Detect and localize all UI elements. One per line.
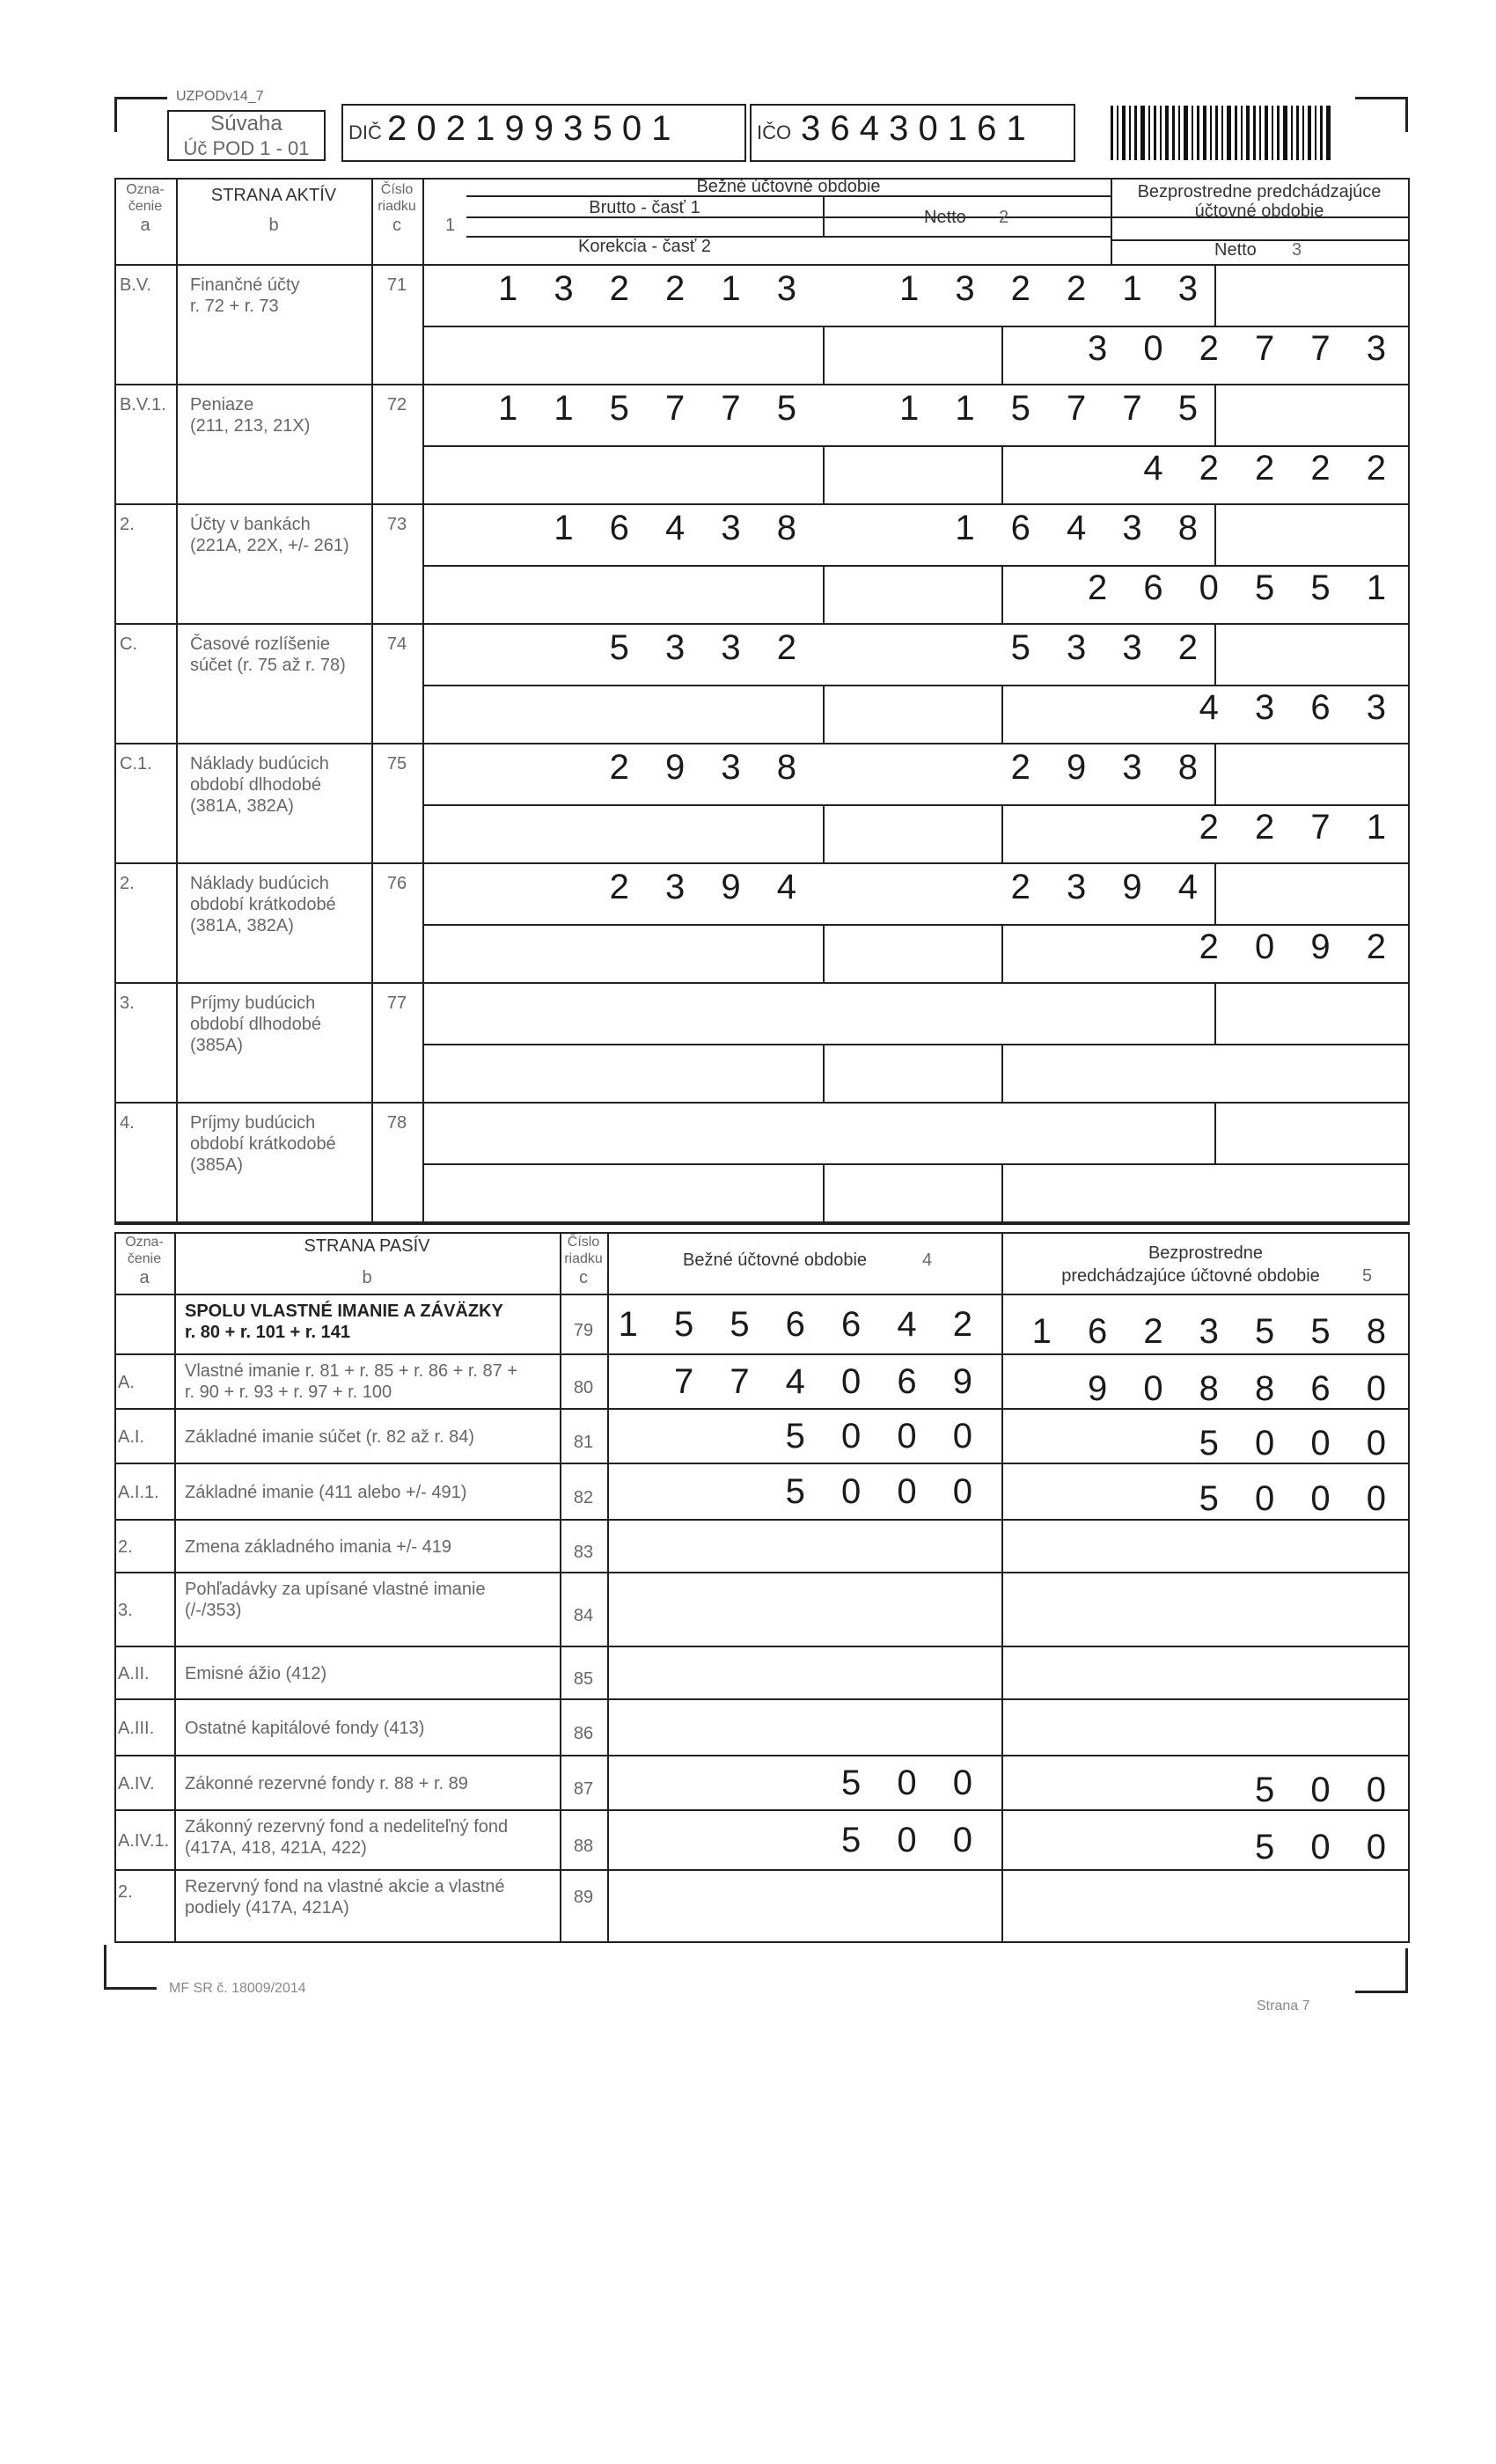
asset-prev-value: 2 6 0 5 5 1	[1087, 568, 1399, 607]
asset-row-name2: r. 72 + r. 73	[190, 297, 279, 316]
liab-col-prev-line2: predchádzajúce účtovné obdobie	[1061, 1266, 1320, 1286]
liab-row-name2: podiely (417A, 421A)	[185, 1898, 349, 1918]
asset-brutto-value: 2 3 9 4	[609, 868, 810, 906]
liab-row-num: 87	[573, 1778, 594, 1799]
asset-row-name3: (385A)	[190, 1036, 244, 1055]
liab-row-name2: (417A, 418, 421A, 422)	[185, 1838, 367, 1858]
asset-row-name: Príjmy budúcich	[190, 1113, 316, 1133]
asset-row-num: 75	[386, 754, 407, 774]
liab-row-code: A.I.1.	[118, 1482, 159, 1502]
asset-prev-value: 3 0 2 7 7 3	[1087, 329, 1399, 368]
liab-row-name: Zmena základného imania +/- 419	[185, 1536, 451, 1557]
asset-netto-value: 1 3 2 2 1 3	[898, 269, 1211, 308]
asset-row-name2: období krátkodobé	[190, 1134, 336, 1154]
liab-row-num: 88	[573, 1836, 594, 1856]
asset-row-name3: (385A)	[190, 1155, 244, 1175]
assets-col-prev-netto: Netto	[1214, 240, 1257, 260]
asset-row-code: B.V.1.	[120, 395, 166, 414]
asset-row-num: 72	[386, 395, 407, 414]
assets-col-brutto: Brutto - časť 1	[589, 198, 700, 217]
asset-row-name2: súčet (r. 75 až r. 78)	[190, 656, 346, 675]
asset-netto-value: 2 9 3 8	[1010, 748, 1211, 787]
liab-row-code: 2.	[118, 1881, 133, 1902]
asset-row-num: 76	[386, 874, 407, 893]
liab-row-num: 81	[573, 1432, 594, 1452]
liab-row-name: Rezervný fond na vlastné akcie a vlastné	[185, 1877, 505, 1896]
liab-col-name-letter: b	[362, 1268, 372, 1287]
form-subtitle: Úč POD 1 - 01	[183, 137, 310, 159]
asset-row-name: Účty v bankách	[190, 515, 311, 534]
liab-row-num: 83	[573, 1542, 594, 1562]
liab-col-name: STRANA PASÍV	[304, 1236, 430, 1256]
asset-row-name2: období dlhodobé	[190, 775, 322, 795]
liab-row-name: Vlastné imanie r. 81 + r. 85 + r. 86 + r. 87 +	[185, 1361, 518, 1381]
asset-row-name: Peniaze	[190, 395, 254, 414]
liab-row-code: A.IV.1.	[118, 1830, 170, 1851]
asset-row-num: 77	[386, 994, 407, 1013]
liab-row-name: Zákonné rezervné fondy r. 88 + r. 89	[185, 1773, 468, 1793]
assets-col-name-letter: b	[268, 216, 279, 235]
liab-row-num: 89	[573, 1887, 594, 1907]
asset-brutto-value: 1 3 2 2 1 3	[497, 269, 810, 308]
liab-row-code: 3.	[118, 1600, 133, 1620]
asset-row-code: C.	[120, 634, 137, 654]
asset-row-code: B.V.	[120, 275, 151, 295]
liab-prev-value: 5 0 0 0	[1199, 1479, 1399, 1518]
asset-row-name: Časové rozlíšenie	[190, 634, 330, 654]
footer-left: MF SR č. 18009/2014	[169, 1981, 306, 1996]
asset-row-name: Príjmy budúcich	[190, 994, 316, 1013]
liab-row-name: Pohľadávky za upísané vlastné imanie	[185, 1580, 486, 1599]
asset-row-code: C.1.	[120, 754, 152, 774]
asset-brutto-value: 1 6 4 3 8	[554, 509, 810, 547]
form-code: UZPODv14_7	[176, 89, 264, 104]
liab-row-num: 82	[573, 1487, 594, 1507]
liab-row-num: 84	[573, 1605, 594, 1625]
asset-row-name2: období dlhodobé	[190, 1015, 322, 1034]
asset-row-name3: (381A, 382A)	[190, 916, 294, 935]
asset-row-code: 3.	[120, 994, 135, 1013]
assets-col-name: STRANA AKTÍV	[210, 186, 337, 205]
assets-col-riadok: Číslo riadku	[378, 182, 416, 214]
assets-col-ozn: Ozna- čenie	[126, 182, 165, 214]
liab-row-name: Základné imanie súčet (r. 82 až r. 84)	[185, 1426, 475, 1447]
liab-row-name2: r. 80 + r. 101 + r. 141	[185, 1323, 350, 1342]
asset-row-name2: (211, 213, 21X)	[190, 416, 311, 436]
liab-col-ozn: Ozna- čenie	[125, 1235, 164, 1266]
asset-row-name3: (381A, 382A)	[190, 796, 294, 816]
asset-prev-value: 4 2 2 2 2	[1143, 449, 1399, 488]
asset-brutto-value: 1 1 5 7 7 5	[497, 389, 810, 428]
liab-prev-value: 5 0 0	[1255, 1771, 1399, 1809]
assets-col-ozn-letter: a	[140, 216, 150, 235]
dic-value: 2 0 2 1 9 9 3 5 0 1	[387, 109, 671, 148]
assets-col-netto-num: 2	[999, 208, 1009, 227]
liab-row-code: A.IV.	[118, 1773, 155, 1793]
asset-row-num: 73	[386, 515, 407, 534]
liab-col-riadok-letter: c	[579, 1268, 588, 1287]
liab-row-code: A.III.	[118, 1718, 155, 1738]
liab-row-name: Zákonný rezervný fond a nedeliteľný fond	[185, 1817, 509, 1837]
liab-row-name: Emisné ážio (412)	[185, 1663, 327, 1683]
liab-current-value: 7 7 4 0 6 9	[673, 1362, 986, 1401]
asset-row-name: Finančné účty	[190, 275, 300, 295]
liab-row-code: A.	[118, 1372, 135, 1392]
asset-row-name: Náklady budúcich	[190, 754, 329, 774]
footer-page: Strana 7	[1257, 1998, 1310, 2013]
assets-col-korekcia: Korekcia - časť 2	[578, 237, 711, 256]
liab-prev-value: 9 0 8 8 6 0	[1087, 1369, 1399, 1408]
assets-col-prev-line2: účtovné obdobie	[1194, 202, 1324, 221]
liab-current-value: 5 0 0 0	[785, 1417, 986, 1456]
liab-current-value: 5 0 0 0	[785, 1472, 986, 1511]
liab-col-riadok: Číslo riadku	[564, 1235, 603, 1266]
liab-row-num: 80	[573, 1377, 594, 1397]
liab-row-name: Ostatné kapitálové fondy (413)	[185, 1718, 425, 1738]
assets-col-prev-num: 3	[1292, 240, 1302, 260]
liab-row-name2: r. 90 + r. 93 + r. 97 + r. 100	[185, 1382, 392, 1402]
asset-row-num: 78	[386, 1113, 407, 1133]
liab-prev-value: 1 6 2 3 5 5 8	[1031, 1312, 1399, 1351]
asset-prev-value: 4 3 6 3	[1199, 688, 1399, 727]
asset-netto-value: 1 1 5 7 7 5	[898, 389, 1211, 428]
barcode-icon	[1111, 106, 1334, 160]
assets-col-current-num: 1	[445, 216, 456, 235]
liab-col-current: Bežné účtovné obdobie	[683, 1250, 868, 1270]
asset-row-name2: (221A, 22X, +/- 261)	[190, 536, 349, 555]
assets-col-current: Bežné účtovné obdobie	[696, 177, 881, 196]
dic-label: DIČ	[348, 121, 382, 143]
assets-col-riadok-letter: c	[392, 216, 401, 235]
asset-row-code: 4.	[120, 1113, 135, 1133]
asset-netto-value: 5 3 3 2	[1010, 628, 1211, 667]
liab-current-value: 1 5 5 6 6 4 2	[618, 1305, 986, 1344]
asset-row-num: 71	[386, 275, 407, 295]
liab-row-code: A.I.	[118, 1426, 145, 1447]
asset-prev-value: 2 0 9 2	[1199, 928, 1399, 966]
liab-current-value: 5 0 0	[841, 1821, 986, 1859]
liab-col-current-num: 4	[922, 1250, 933, 1270]
liab-prev-value: 5 0 0	[1255, 1828, 1399, 1866]
liab-current-value: 5 0 0	[841, 1764, 986, 1802]
liab-row-num: 79	[573, 1320, 594, 1340]
ico-value: 3 6 4 3 0 1 6 1	[801, 109, 1026, 148]
liab-row-name2: (/-/353)	[185, 1601, 242, 1620]
asset-row-num: 74	[386, 634, 407, 654]
liab-col-prev-line1: Bezprostredne	[1148, 1243, 1264, 1263]
asset-row-code: 2.	[120, 874, 135, 893]
asset-row-code: 2.	[120, 515, 135, 534]
asset-netto-value: 2 3 9 4	[1010, 868, 1211, 906]
liab-col-ozn-letter: a	[139, 1268, 150, 1287]
liab-row-name: SPOLU VLASTNÉ IMANIE A ZÁVÄZKY	[185, 1302, 503, 1321]
asset-brutto-value: 5 3 3 2	[609, 628, 810, 667]
liab-row-num: 85	[573, 1668, 594, 1689]
asset-prev-value: 2 2 7 1	[1199, 808, 1399, 847]
assets-col-netto: Netto	[924, 208, 966, 227]
liab-row-num: 86	[573, 1723, 594, 1743]
asset-netto-value: 1 6 4 3 8	[955, 509, 1211, 547]
ico-label: IČO	[757, 121, 792, 143]
form-title: Súvaha	[210, 112, 282, 136]
asset-brutto-value: 2 9 3 8	[609, 748, 810, 787]
assets-col-prev-line1: Bezprostredne predchádzajúce	[1137, 182, 1382, 202]
liab-row-code: 2.	[118, 1536, 133, 1557]
liab-col-prev-num: 5	[1362, 1266, 1373, 1286]
liab-row-code: A.II.	[118, 1663, 150, 1683]
asset-row-name2: období krátkodobé	[190, 895, 336, 914]
liab-row-name: Základné imanie (411 alebo +/- 491)	[185, 1482, 467, 1502]
asset-row-name: Náklady budúcich	[190, 874, 329, 893]
liab-prev-value: 5 0 0 0	[1199, 1424, 1399, 1463]
